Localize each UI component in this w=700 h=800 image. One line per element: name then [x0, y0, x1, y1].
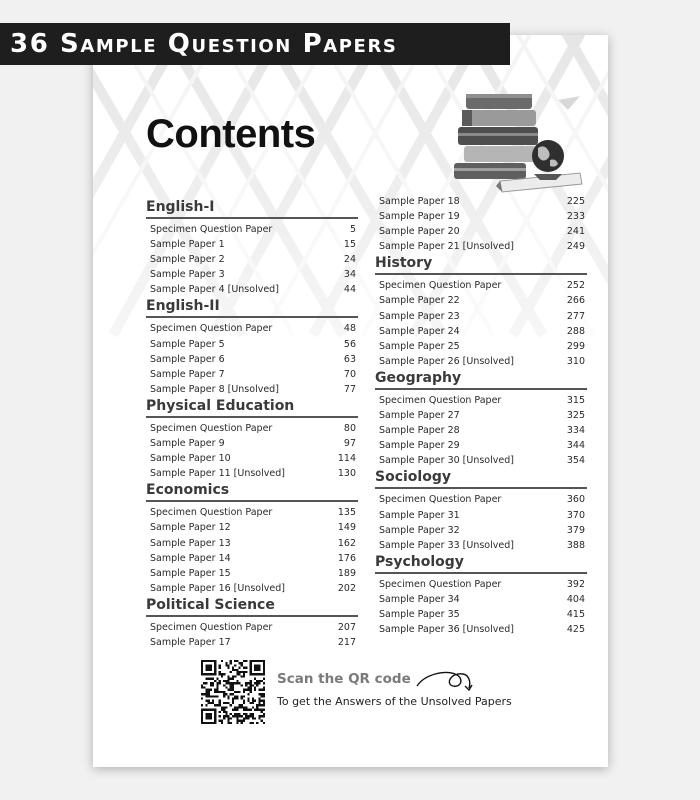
- entry-label: Sample Paper 29: [379, 440, 460, 452]
- entry-label: Specimen Question Paper: [150, 224, 273, 235]
- entry-label: Sample Paper 23: [379, 310, 460, 322]
- entry-label: Sample Paper 18: [379, 196, 460, 207]
- entry-page-number: 217: [337, 636, 356, 648]
- entry-label: Sample Paper 4 [Unsolved]: [150, 284, 279, 296]
- section: [146, 398, 358, 481]
- entry-page-number: 334: [566, 425, 585, 437]
- contents-entry: [375, 592, 587, 607]
- contents-entry: [375, 577, 587, 592]
- entry-label: Sample Paper 9: [150, 438, 225, 450]
- contents-entry: [146, 551, 358, 566]
- entry-page-number: 130: [337, 468, 356, 480]
- entry-label: Sample Paper 2: [150, 254, 225, 266]
- entry-label: Sample Paper 31: [379, 509, 460, 521]
- contents-entry: [146, 436, 358, 451]
- contents-entry: [375, 293, 587, 308]
- entry-page-number: 48: [343, 323, 356, 335]
- entry-page-number: 249: [566, 241, 585, 253]
- contents-entry: [146, 581, 358, 596]
- contents-entry: [375, 194, 587, 209]
- contents-entry: [146, 222, 358, 237]
- contents-entry: [375, 523, 587, 538]
- contents-entry: [375, 607, 587, 622]
- entry-page-number: 425: [566, 624, 585, 636]
- page-title: Contents: [146, 112, 316, 156]
- qr-title: Scan the QR code: [277, 671, 411, 687]
- entry-page-number: 299: [566, 340, 585, 352]
- contents-entry: [375, 224, 587, 239]
- contents-entry: [375, 408, 587, 423]
- banner-title: 36 Sample Question Papers: [10, 29, 398, 59]
- entry-page-number: 207: [337, 621, 356, 633]
- entry-label: Sample Paper 10: [150, 453, 231, 465]
- entry-page-number: 97: [343, 438, 356, 450]
- section: [146, 597, 358, 650]
- entry-page-number: 277: [566, 310, 585, 322]
- entry-label: Sample Paper 26 [Unsolved]: [379, 355, 514, 367]
- section: [146, 482, 358, 596]
- contents-entry: [375, 324, 587, 339]
- contents-entry: [146, 252, 358, 267]
- entry-page-number: 34: [343, 269, 356, 281]
- contents-entry: [375, 354, 587, 369]
- contents-entry: [146, 536, 358, 551]
- entry-page-number: 44: [343, 284, 356, 296]
- contents-entry: [146, 505, 358, 520]
- contents-entry: [375, 492, 587, 507]
- entry-page-number: 135: [337, 507, 356, 519]
- entry-page-number: 162: [337, 537, 356, 549]
- contents-entry: [375, 423, 587, 438]
- books-globe-icon: [440, 88, 585, 198]
- contents-entry: [375, 339, 587, 354]
- contents-left-column: [146, 199, 358, 650]
- entry-label: Specimen Question Paper: [379, 394, 502, 406]
- section-title: Sociology: [375, 469, 587, 489]
- entry-page-number: 176: [337, 552, 356, 564]
- section-title: Physical Education: [146, 398, 358, 418]
- entry-page-number: 114: [337, 453, 356, 465]
- section-title: Psychology: [375, 554, 587, 574]
- contents-entry: [375, 278, 587, 293]
- entry-label: Sample Paper 13: [150, 537, 231, 549]
- contents-entry: [146, 451, 358, 466]
- contents-entry: [146, 466, 358, 481]
- entry-label: Sample Paper 7: [150, 368, 225, 380]
- entry-page-number: 266: [566, 295, 585, 307]
- contents-right-column: [375, 194, 587, 637]
- entry-label: Sample Paper 30 [Unsolved]: [379, 455, 514, 467]
- entry-label: Sample Paper 8 [Unsolved]: [150, 383, 279, 395]
- contents-entry: [375, 209, 587, 224]
- entry-page-number: 225: [566, 196, 585, 207]
- qr-subtitle: To get the Answers of the Unsolved Papers: [277, 695, 512, 708]
- entry-page-number: 415: [566, 608, 585, 620]
- qr-code-icon: [201, 660, 265, 724]
- entry-label: Sample Paper 3: [150, 269, 225, 281]
- contents-entry: [146, 421, 358, 436]
- contents-entry: [375, 438, 587, 453]
- entry-page-number: 5: [349, 224, 356, 235]
- contents-entry: [146, 566, 358, 581]
- entry-page-number: 344: [566, 440, 585, 452]
- contents-entry: [146, 367, 358, 382]
- entry-page-number: 252: [566, 280, 585, 292]
- entry-label: Sample Paper 14: [150, 552, 231, 564]
- entry-label: Sample Paper 11 [Unsolved]: [150, 468, 285, 480]
- entry-label: Sample Paper 1: [150, 239, 225, 251]
- entry-label: Specimen Question Paper: [150, 323, 273, 335]
- entry-label: Sample Paper 34: [379, 593, 460, 605]
- title-banner: [0, 23, 510, 65]
- entry-label: Specimen Question Paper: [150, 621, 273, 633]
- section: [375, 370, 587, 468]
- contents-entry: [375, 393, 587, 408]
- entry-label: Sample Paper 25: [379, 340, 460, 352]
- entry-page-number: 392: [566, 578, 585, 590]
- entry-label: Specimen Question Paper: [379, 280, 502, 292]
- entry-label: Sample Paper 5: [150, 338, 225, 350]
- contents-entry: [146, 352, 358, 367]
- section: [375, 255, 587, 369]
- contents-entry: [146, 282, 358, 297]
- entry-page-number: 70: [343, 368, 356, 380]
- contents-entry: [375, 453, 587, 468]
- entry-label: Sample Paper 12: [150, 522, 231, 534]
- contents-entry: [146, 237, 358, 252]
- entry-page-number: 370: [566, 509, 585, 521]
- contents-entry: [146, 321, 358, 336]
- section: [375, 194, 587, 254]
- entry-label: Sample Paper 22: [379, 295, 460, 307]
- entry-label: Sample Paper 6: [150, 353, 225, 365]
- contents-entry: [375, 239, 587, 254]
- entry-page-number: 404: [566, 593, 585, 605]
- contents-entry: [146, 520, 358, 535]
- entry-page-number: 149: [337, 522, 356, 534]
- entry-label: Sample Paper 27: [379, 410, 460, 422]
- entry-label: Specimen Question Paper: [379, 494, 502, 506]
- entry-page-number: 24: [343, 254, 356, 266]
- entry-page-number: 241: [566, 226, 585, 238]
- entry-page-number: 80: [343, 422, 356, 434]
- entry-label: Sample Paper 33 [Unsolved]: [379, 539, 514, 551]
- entry-page-number: 189: [337, 567, 356, 579]
- entry-page-number: 233: [566, 211, 585, 223]
- entry-label: Sample Paper 35: [379, 608, 460, 620]
- section-title: Economics: [146, 482, 358, 502]
- entry-page-number: 310: [566, 355, 585, 367]
- contents-entry: [146, 620, 358, 635]
- entry-label: Sample Paper 36 [Unsolved]: [379, 624, 514, 636]
- contents-entry: [375, 538, 587, 553]
- entry-label: Sample Paper 28: [379, 425, 460, 437]
- entry-page-number: 360: [566, 494, 585, 506]
- entry-label: Sample Paper 24: [379, 325, 460, 337]
- section: [375, 469, 587, 552]
- entry-label: Sample Paper 17: [150, 636, 231, 648]
- section: [375, 554, 587, 637]
- contents-entry: [375, 508, 587, 523]
- section: [146, 199, 358, 297]
- contents-entry: [146, 382, 358, 397]
- section-title: Geography: [375, 370, 587, 390]
- entry-label: Sample Paper 32: [379, 524, 460, 536]
- section-title: History: [375, 255, 587, 275]
- entry-page-number: 63: [343, 353, 356, 365]
- entry-page-number: 325: [566, 410, 585, 422]
- entry-page-number: 202: [337, 582, 356, 594]
- entry-page-number: 379: [566, 524, 585, 536]
- section-title: Political Science: [146, 597, 358, 617]
- entry-label: Sample Paper 19: [379, 211, 460, 223]
- entry-page-number: 77: [343, 383, 356, 395]
- entry-page-number: 15: [343, 239, 356, 251]
- entry-page-number: 388: [566, 539, 585, 551]
- contents-entry: [146, 337, 358, 352]
- entry-label: Sample Paper 21 [Unsolved]: [379, 241, 514, 253]
- contents-entry: [146, 267, 358, 282]
- section: [146, 298, 358, 396]
- entry-page-number: 354: [566, 455, 585, 467]
- section-title: English-II: [146, 298, 358, 318]
- entry-label: Sample Paper 20: [379, 226, 460, 238]
- contents-entry: [146, 635, 358, 650]
- entry-label: Specimen Question Paper: [379, 578, 502, 590]
- entry-label: Sample Paper 16 [Unsolved]: [150, 582, 285, 594]
- entry-page-number: 288: [566, 325, 585, 337]
- contents-entry: [375, 309, 587, 324]
- entry-label: Specimen Question Paper: [150, 422, 273, 434]
- entry-label: Sample Paper 15: [150, 567, 231, 579]
- section-title: English-I: [146, 199, 358, 219]
- contents-entry: [375, 622, 587, 637]
- entry-page-number: 56: [343, 338, 356, 350]
- entry-page-number: 315: [566, 394, 585, 406]
- entry-label: Specimen Question Paper: [150, 507, 273, 519]
